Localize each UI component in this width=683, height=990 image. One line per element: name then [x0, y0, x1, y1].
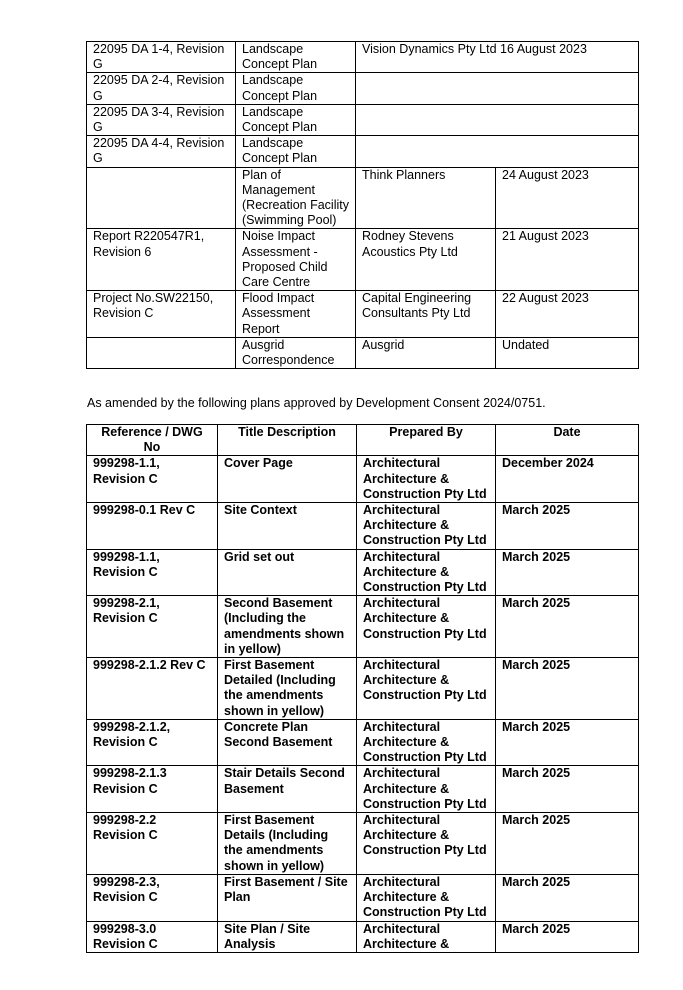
reference-cell: Project No.SW22150, Revision C [87, 291, 236, 338]
table-row [87, 549, 639, 596]
reference-cell: 999298-3.0 Revision C [87, 921, 218, 952]
reference-cell: 22095 DA 2-4, Revision G [87, 73, 236, 104]
reference-cell: 22095 DA 1-4, Revision G [87, 42, 236, 73]
table-row [87, 337, 639, 368]
title-cell: Flood Impact Assessment Report [236, 291, 356, 338]
prepared-by-cell: Architectural Architecture & Construction Pty Ltd [357, 766, 496, 813]
table-row [87, 456, 639, 503]
table-row [87, 766, 639, 813]
reference-cell: 999298-2.2 Revision C [87, 813, 218, 875]
table-header-row [87, 425, 639, 456]
table-row [87, 596, 639, 658]
date-cell: March 2025 [496, 596, 639, 658]
prepared-by-cell: Architectural Architecture & Construction Pty Ltd [357, 503, 496, 550]
table-row [87, 874, 639, 921]
date-cell: December 2024 [496, 456, 639, 503]
title-cell: Site Plan / Site Analysis [218, 921, 357, 952]
date-cell: March 2025 [496, 921, 639, 952]
title-cell: Landscape Concept Plan [236, 136, 356, 167]
prepared-by-cell [356, 136, 639, 167]
prepared-by-cell: Architectural Architecture & Construction Pty Ltd [357, 813, 496, 875]
table-row [87, 658, 639, 720]
date-cell: 24 August 2023 [496, 167, 639, 229]
title-cell: Landscape Concept Plan [236, 73, 356, 104]
prepared-by-cell: Architectural Architecture & Construction Pty Ltd [357, 456, 496, 503]
title-cell: First Basement Details (Including the amendments shown in yellow) [218, 813, 357, 875]
reference-cell: 999298-0.1 Rev C [87, 503, 218, 550]
title-cell: First Basement / Site Plan [218, 874, 357, 921]
date-cell: March 2025 [496, 766, 639, 813]
reference-cell: 999298-1.1, Revision C [87, 549, 218, 596]
table-row [87, 73, 639, 104]
date-cell: March 2025 [496, 874, 639, 921]
title-cell: Grid set out [218, 549, 357, 596]
reference-cell: 22095 DA 4-4, Revision G [87, 136, 236, 167]
column-header-title: Title Description [218, 425, 357, 456]
table-row [87, 104, 639, 135]
title-cell: Concrete Plan Second Basement [218, 719, 357, 766]
prepared-by-cell: Ausgrid [356, 337, 496, 368]
title-cell: Plan of Management (Recreation Facility (Swimming Pool) [236, 167, 356, 229]
reference-cell: 999298-2.1, Revision C [87, 596, 218, 658]
reference-cell [87, 337, 236, 368]
reference-cell: 999298-2.1.2 Rev C [87, 658, 218, 720]
column-header-prepared-by: Prepared By [357, 425, 496, 456]
table-row [87, 719, 639, 766]
prepared-by-cell: Architectural Architecture & Construction Pty Ltd [357, 549, 496, 596]
prepared-by-cell: Vision Dynamics Pty Ltd 16 August 2023 [356, 42, 639, 73]
prepared-by-cell: Capital Engineering Consultants Pty Ltd [356, 291, 496, 338]
title-cell: Noise Impact Assessment - Proposed Child Care Centre [236, 229, 356, 291]
date-cell: March 2025 [496, 719, 639, 766]
reference-cell: Report R220547R1, Revision 6 [87, 229, 236, 291]
title-cell: Landscape Concept Plan [236, 42, 356, 73]
title-cell: First Basement Detailed (Including the amendments shown in yellow) [218, 658, 357, 720]
date-cell: March 2025 [496, 813, 639, 875]
amendment-note: As amended by the following plans approved by Development Consent 2024/0751. [87, 396, 546, 410]
prepared-by-cell: Think Planners [356, 167, 496, 229]
title-cell: Second Basement (Including the amendments shown in yellow) [218, 596, 357, 658]
prepared-by-cell: Architectural Architecture & Construction Pty Ltd [357, 658, 496, 720]
table-row [87, 136, 639, 167]
prepared-by-cell: Rodney Stevens Acoustics Pty Ltd [356, 229, 496, 291]
prepared-by-cell: Architectural Architecture & Construction Pty Ltd [357, 719, 496, 766]
table-row [87, 921, 639, 952]
date-cell: March 2025 [496, 658, 639, 720]
column-header-date: Date [496, 425, 639, 456]
prepared-by-cell [356, 104, 639, 135]
table-row [87, 229, 639, 291]
prepared-by-cell: Architectural Architecture & [357, 921, 496, 952]
table-row [87, 167, 639, 229]
date-cell: 21 August 2023 [496, 229, 639, 291]
plans-table-amended [86, 424, 639, 953]
prepared-by-cell: Architectural Architecture & Construction Pty Ltd [357, 596, 496, 658]
date-cell: March 2025 [496, 549, 639, 596]
column-header-reference: Reference / DWG No [87, 425, 218, 456]
prepared-by-cell: Architectural Architecture & Construction Pty Ltd [357, 874, 496, 921]
table-row [87, 813, 639, 875]
date-cell: March 2025 [496, 503, 639, 550]
reference-cell: 999298-2.1.3 Revision C [87, 766, 218, 813]
date-cell: Undated [496, 337, 639, 368]
title-cell: Landscape Concept Plan [236, 104, 356, 135]
date-cell: 22 August 2023 [496, 291, 639, 338]
title-cell: Cover Page [218, 456, 357, 503]
title-cell: Ausgrid Correspondence [236, 337, 356, 368]
reference-cell: 22095 DA 3-4, Revision G [87, 104, 236, 135]
table-row [87, 503, 639, 550]
title-cell: Site Context [218, 503, 357, 550]
reference-cell: 999298-2.3, Revision C [87, 874, 218, 921]
prepared-by-cell [356, 73, 639, 104]
title-cell: Stair Details Second Basement [218, 766, 357, 813]
reference-cell: 999298-2.1.2, Revision C [87, 719, 218, 766]
reference-cell: 999298-1.1, Revision C [87, 456, 218, 503]
table-row [87, 42, 639, 73]
table-row [87, 291, 639, 338]
plans-table-existing [86, 41, 639, 369]
reference-cell [87, 167, 236, 229]
